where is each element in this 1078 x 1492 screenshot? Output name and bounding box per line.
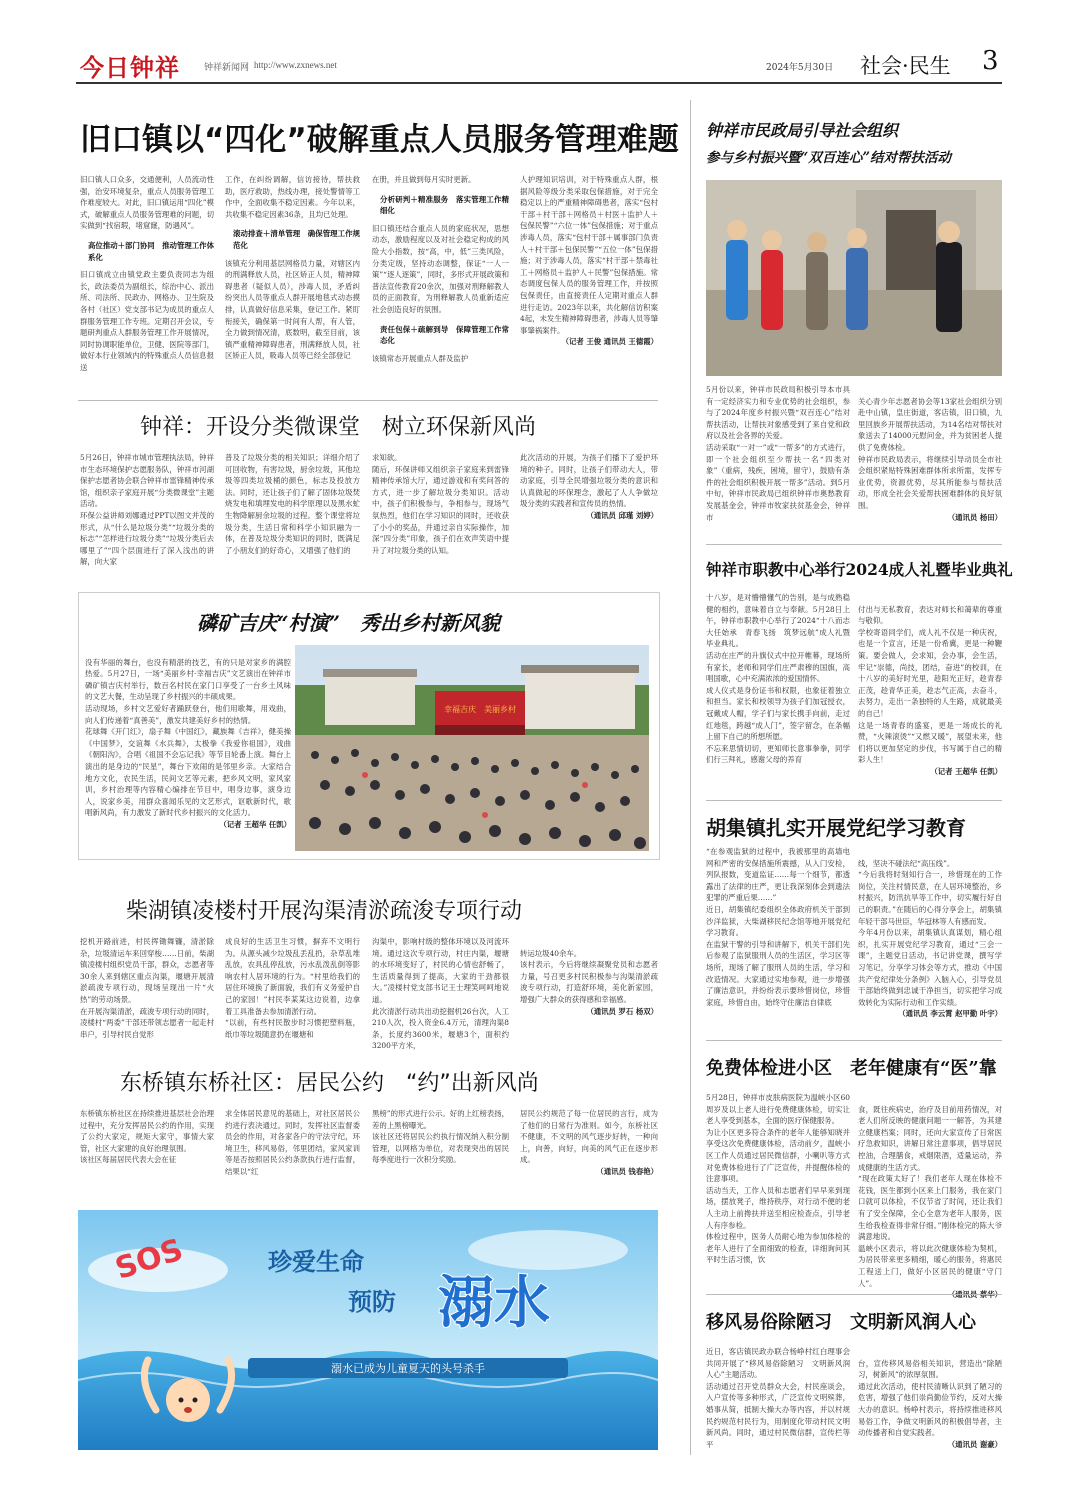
article-column: 线，坚决不碰法纪“高压线”。 “今后我将时刻知行合一，珍惜现在的工作岗位，关注村情民意，在人居环境整治，乡村振兴，防汛抗旱等工作中，切实履行好自己的职责。”在随后的心得分享会上，胡集镇年轻干部马世臣，华冠林等人有感而发。 今年4月份以来，胡集镇认真谋划，精心组织，扎实开展党纪学习教育，通过“三会一课”，主题党日活动，书记讲党课，撰写学习笔记，分享学习体会等方式，推动《中国共产党纪律处分条例》入脑入心，引导党员干部始终做到忠诚干净担当，切实把学习成效转化为实际行动和工作实绩。 （通讯员 李云霄 赵甲勤 叶宇） bbox=[858, 858, 1002, 1019]
banner-tagline: 溺水已成为儿童夏天的头号杀手 bbox=[331, 1362, 485, 1375]
article-column: 5月26日，钟祥市城市管理执法局，钟祥市生态环境保护志愿服务队，钟祥市河湖保护志愿者协会联合钟祥市雷锋精神传承馆，组织亲子家庭开展“分类微课堂”主题活动。 环保公益讲师刘娜通过PPT以图文并茂的形式，从“什么是垃圾分类”“垃圾分类的标志”“怎样进行垃圾分类”“垃圾分类后去哪里了”“四个层面进行了深入浅出的讲解，向大家 bbox=[80, 453, 214, 567]
banner-big-text: 溺水 bbox=[438, 1271, 550, 1336]
article-column: 东桥镇东桥社区在持续推进基层社会治理过程中，充分发挥居民公约的作用，实现了公约大家定，规矩大家守，事情大家管，社区大家建的良好治理氛围。 该社区每届居民代表大会在征 bbox=[80, 1109, 214, 1165]
banner-line2: 预防 bbox=[348, 1288, 396, 1316]
banner-line1: 珍爱生命 bbox=[268, 1248, 364, 1276]
page-number: 3 bbox=[982, 46, 999, 76]
divider bbox=[706, 544, 1002, 545]
issue-date: 2024年5月30日 bbox=[766, 63, 834, 73]
article-credit: （通讯员 邱瑾 刘婷） bbox=[586, 510, 658, 520]
stage-banner-text: 幸福吉庆 美丽乡村 bbox=[444, 705, 516, 714]
article-column: 5月份以来，钟祥市民政局积极引导本市具有一定经济实力和专业优势的社会组织，参与了2024年度乡村振兴暨“双百连心”结对帮扶活动，让帮扶对象感受到了来自党和政府以及社会各界的关爱。 活动采取“一对一”或“一帮多”的方式进行，即一个社会组织至少帮扶一名“四类对象”（重病，残疾，困境，留守），鼓励有条件的社会组织积极开展一帮多”活动。到5月中旬，钟祥市民政局已组织钟祥市奥愁教育发展基金会，钟祥市牧家扶贫基金会，钟祥市 bbox=[706, 385, 850, 522]
village-performance-photo bbox=[295, 645, 649, 851]
article-column: 黑榜”的形式进行公示。好的上红榜表扬，差的上黑榜曝光。 该社区还将居民公约执行情况纳入积分制管理，以网格为单位，对表现突出的居民每季度进行一次积分奖励。 bbox=[372, 1109, 509, 1165]
article-credit: （通讯员 李云霄 赵甲勤 叶宇） bbox=[898, 1009, 1002, 1019]
article-title: 钟祥：开设分类微课堂 树立环保新风尚 bbox=[140, 415, 537, 440]
article-column: “在参观监狱的过程中，我被那里的高墙电网和严密的安保措施所震撼，从入门安检，列队报数，变道监证……每一个细节，都透露出了法律的庄严，更让我深刻体会到遗法犯罪的严重后果……” 近日，胡集镇纪委组织全体政府机关干部到沙洋监狱，大柴湖移民纪念馆等地开展党纪学习教育。 在监狱干警的引导和讲解下，机关干部们先后参观了监狱服刑人员的生活区，学习区等场所，现场了解了服刑人员的生活，学习和改造情况。大家通过实地参观，进一步增强了廉洁意识，并纷纷表示要珍惜岗位，珍惜家庭，珍惜自由，始终守住廉洁自律底 bbox=[706, 847, 850, 1007]
article-column: 在册，并且做到每月实时更新。 分析研判＋精准服务 落实管理工作精细化 旧口镇还结合重点人员的家庭状况，思想动态，激励程度以及对社会稳定构成的风险大小指数，按“高，中，低”三类风险，分类定级，坚持动态调整，保证“一人一策”“逐人逐策”，同时，多形式开展政策和普法宣传教育20余次，加强对刑释解教人员的正面教育，为刑释解教人员重新适应社会创造良好的氛围。 责任包保＋疏解到导 保障管理工作常态化 该镇常态开展重点人群及监护 bbox=[372, 175, 509, 363]
section-name: 社会·民生 bbox=[860, 54, 951, 78]
article-column: 旧口镇人口众多，交通便利，人员流动性强，治安环境复杂，重点人员服务管理工作难度较大。对此，旧口镇运用“四化”模式，破解重点人员服务管理难的问题，切实做到“找宿瑕，堵窟窿，防遇风”。 高位推动＋部门协同 推动管理工作体系化 旧口镇成立由镇党政主要负责同志为组长，政法委员为副组长，综治中心、派出所、司法所、民政办、网格办、卫生院及各村（社区）党支部书记为成员的重点人群服务管理工作专班。定期召开会议，专题研判重点人群服务管理工作开展情况，同时协调职能单位，卫健、医院等部门，做好本行业领域内的特殊重点人员信息报送 bbox=[80, 175, 214, 372]
article-title-line2: 参与乡村振兴暨“双百连心”结对帮扶活动 bbox=[706, 150, 952, 166]
article-title: 磷矿吉庆“村演” 秀出乡村新风貌 bbox=[197, 611, 501, 635]
masthead bbox=[76, 44, 1002, 84]
article-column: 5月28日，钟祥市皮肤病医院为温峡小区60周岁及以上老人进行免费健康体检，切实让老人享受到基本，全面的医疗保健服务。 为让小区更多符合条件的老年人能够知晓并享受这次免费健康体检，活动前夕，温峡小区工作人员通过居民微信群，小喇叭等方式对免费体检进行了广泛宣传，并提醒体检的注意事项。 活动当天，工作人员和志愿者们早早来到现场，摆放凳子，维持秩序，对行动不便的老人主动上前搀扶并送至相应检查点，引导老人有序参检。 体检过程中，医务人员耐心地为参加体检的老年人进行了全面细致的检查，详细询问其平时生活习惯，饮 bbox=[706, 1093, 850, 1265]
article-column: 工作，在纠纷调解，信访接待，帮扶救助，医疗救助，热线办理，接处警情等工作中，全面收集不稳定因素。今年以来，共收集不稳定因素36条，且均已处理。 滚动排查＋清单管理 确保管理工作规范化 该镇充分利用基层网格员力量，对辖区内的刑满释放人员，社区矫正人员，精神障碍患者（疑似人员），涉毒人员，矛盾纠纷突出人员等重点人群开展地毯式动态摸排，认真做好信息采集，登记工作。紧盯衔接关，确保第一时间有人帮，有人管，全力做到情况清，底数明，截至目前，该镇严重精神障碍患者，刑满释放人员，社区矫正人员，吸毒人员等已经全部登记 bbox=[225, 175, 360, 361]
divider bbox=[78, 400, 658, 401]
article-column: 十八岁，是对懵懵懂气的告别，是与成熟稳健的相约，意味着自立与奉献。5月28日上午，钟祥市职教中心举行了2024“十八而志 大任始承 青春飞扬 筑梦远航”成人礼暨毕业典礼。 活动在庄严的升旗仪式中拉开帷幕，现场所有家长，老师和同学们庄严肃穆的国旗，高唱国歌，心中充满浓浓的爱国情怀。 成人仪式是身份证书和权限，也象征着独立和担当。家长和校领导为孩子们加冠授衣，冠戴成人帽，学子们与家长携手向前，走过红地毯，跨越“成人门”，签字留念，在条幅上留下自己的所想所愿。 不忘来思情切切，更知师长意事拳拳，同学们行三拜礼，感谢父母的养育 bbox=[706, 593, 850, 765]
article-column: 挖机开路前进，村民挥锄舞镰，清淤除杂，垃圾清运车来回穿梭……日前，柴湖镇凌楼村组织党员干部，群众，志愿者等30余人来到辖区重点沟渠，堰塘开展清淤疏浚专项行动，现场呈现出一片“火热”的劳动场景。 在开展沟渠清淤，疏浚专项行动的同时，凌楼村“两委”干部还带领志愿者一起走村串户，引导村民自觉形 bbox=[80, 937, 214, 1039]
article-column: 此次活动的开展，为孩子们播下了爱护环境的种子。同时，让孩子们带动大人，带动家庭，引导全民增强垃圾分类的意识和认真做起的环保理念，激起了人人争做垃圾分类的实践者和宣传员的热情。 （通讯员 邱瑾 刘婷） bbox=[520, 453, 658, 520]
article-title: 免费体检进小区 老年健康有“医”靠 bbox=[706, 1058, 997, 1079]
article-column: 普及了垃圾分类的相关知识；详细介绍了可回收物，有害垃圾，厨余垃圾，其他垃圾等四类垃圾桶的颜色，标志及投放方法。同时，还让孩子们了解了固体垃圾焚烧发电和填埋发电的科学原理以及黑水虻生物降解厨余垃圾的过程。整个课堂将垃圾分类，生活日常和科学小知识融为一体，在普及垃圾分类知识的同时，既满足了小朋友们的好奇心，又增强了他们的 bbox=[225, 453, 360, 555]
article-credit: （记者 王超华 任凯） bbox=[930, 766, 1002, 776]
article-column: 转运垃圾40余车。 该村表示，今后将继续凝聚党员和志愿者力量，号召更多村民积极参与沟渠清淤疏浚专项行动，打造舒环境，美化新家园，增强广大群众的获得感和幸福感。 （通讯员 罗石 杨双） bbox=[520, 948, 658, 1016]
divider bbox=[706, 1040, 1002, 1041]
divider bbox=[706, 800, 1002, 801]
article-column: 求全体居民意见的基础上，对社区居民公约进行表决通过。同时，发挥社区监督委员会的作用，对各家各户的守法守纪，环境卫生，移风易俗，邻里团结，家风家训等是否按照居民公约条款执行进行监督，结果以“红 bbox=[225, 1109, 360, 1176]
article-column: 台，宣传移风易俗相关知识，营造出“除陋习，树新风”的浓厚氛围。 通过此次活动，使村民清晰认识到了陋习的危害，增强了他们崇尚勤俭节约，反对大操大办的意识。杨峥村表示，将持续推进移风易俗工作，争做文明新风的积极倡导者，主动传播者和自觉实践者。 （通讯员 谢豪） bbox=[858, 1358, 1002, 1449]
site-url[interactable]: http://www.zxnews.net bbox=[254, 60, 337, 70]
home-visit-photo bbox=[706, 180, 1002, 376]
article-column: 没有华丽的舞台，也没有精湛的技艺，有的只是对家乡的满腔热爱。5月27日，一场“美丽乡村·幸福吉庆”文艺演出在钟祥市磷矿镇吉庆村举行，数百名村民在家门口享受了一台乡土风味的文艺大餐，生动呈现了乡村振兴的丰硕成果。 活动现场，乡村文艺爱好者踊跃登台，他们用歌舞，用戏曲，向人们传递着“真善美”，激发共建美好乡村的热情。 花球舞《开门红》，扇子舞《中国红》，藏族舞《吉祥》，健美操《中国梦》，交谊舞《水兵舞》，太极拳《我爱你祖国》，戏曲《朝阳沟》，合唱《祖国不会忘记我》等节目轮番上演。舞台上演出的是身边的“民星”，舞台下欢闹的是邻里乡亲。大家结合地方文化，农民生活，民间文艺等元素，把乡风文明，家风家训，乡村治理等内容精心编排在节目中，唱身边事，演身边人，说家乡美，用群众喜闻乐见的文艺形式，讴歌新时代，歌唱新风尚，有力激发了新时代乡村振兴的文化活力。 （记者 王超华 任凯） bbox=[85, 657, 291, 829]
article-column: 近日，客店镇民政办联合杨峥村红白理事会共同开展了“移风易俗除陋习 文明新风润人心”主题活动。 活动通过召开党员群众大会，村民座谈会，入户宣传等多种形式，广泛宣传文明殡葬，婚事从简，抵制大操大办等内容，并以村规民约规范村民行为，用制度化带动村民文明新风尚。同时，通过村民微信群，宣传栏等平 bbox=[706, 1347, 850, 1449]
site-name: 钟祥新闻网 bbox=[204, 63, 250, 73]
article-title: 移风易俗除陋习 文明新风润人心 bbox=[706, 1312, 976, 1333]
article-column: 人护理知识培训，对于特殊重点人群，根据风险等级分类采取包保措施，对于完全稳定以上的严重精神障碍患者，落实“包村干部＋村干部＋网格员＋村医＋监护人＋包保民警”“六位一体”包保措施；对于重点涉毒人员，落实“包村干部＋属事部门负责人＋村干部＋包保民警”“五位一体”包保措施；对于涉毒人员，落实“村干部＋禁毒社工＋网格员＋监护人＋民警”包保措施。常态调度包保人员的服务管理工作，并按照包保责任，由直接责任人定期对重点人群进行走访。2023年以来，共化解信访积案4起，未发生精神障碍患者，涉毒人员等肇事肇祸案件。 （记者 王俊 通讯员 王德霞） bbox=[520, 175, 658, 347]
article-column: 食，既往疾病史，治疗及目前用药情况，对老人们所反映的健康问题一一解答，为其建立健康档案；同时，还向大家宣传了日常医疗急救知识，讲解日常注意事项，倡导居民控油，合理膳食，戒烟限酒，适量运动，养成健康的生活方式。 “现在政策太好了！我们老年人现在体检不花钱，医生都到小区来上门服务，我在家门口就可以体检，不仅节省了时间，还让我们有了安全保障，全心全意为老年人服务，医生给我检查得非常仔细。”刚体检完的陈大爷满意地说。 温峡小区表示，将以此次健康体检为契机，为居民带来更多精细，暖心的服务，将惠民工程送上门，做好小区居民的健康“守门人”。 bbox=[858, 1092, 1002, 1284]
banner-sos: SOS bbox=[111, 1232, 188, 1287]
article-title: 钟祥市职教中心举行2024成人礼暨毕业典礼 bbox=[706, 560, 1013, 579]
article-village-show bbox=[78, 592, 660, 860]
newspaper-logo: 今日钟祥 bbox=[80, 53, 180, 82]
article-credit: （记者 王俊 通讯员 王德霞） bbox=[561, 337, 658, 347]
article-title: 柴湖镇凌楼村开展沟渠清淤疏浚专项行动 bbox=[126, 899, 523, 924]
article-column: 居民公约规范了每一位居民的言行，成为了他们的日常行为准则。如今，东桥社区不健康，不文明的风气逐步好转，一种向上，向善，向好，向美的风气正在逐步形成。 （通讯员 钱春艳） bbox=[520, 1109, 658, 1176]
divider bbox=[706, 1294, 1002, 1295]
article-title: 东桥镇东桥社区：居民公约 “约”出新风尚 bbox=[120, 1071, 539, 1096]
article-column: 求知欲。 随后，环保讲师又组织亲子家庭来到雷锋精神传承馆大厅，通过游戏和有奖问答的方式，进一步了解垃圾分类知识。活动中，孩子们积极参与，争相参与，现场气氛热烈，他们在学习知识的同时，还收获了小小的奖品，并通过亲自实际操作，加深“四分类”印象，孩子们在欢声笑语中提升了对垃圾分类的认知。 bbox=[372, 453, 509, 555]
column-divider bbox=[690, 100, 691, 1455]
drowning-prevention-banner bbox=[78, 1210, 658, 1450]
article-title: 胡集镇扎实开展党纪学习教育 bbox=[706, 816, 966, 840]
article-credit: （通讯员 罗石 杨双） bbox=[586, 1006, 658, 1016]
article-title: 旧口镇以“四化”破解重点人员服务管理难题 bbox=[80, 122, 679, 158]
article-credit: （记者 王超华 任凯） bbox=[219, 819, 291, 829]
article-column: 成良好的生活卫生习惯，摒弃不文明行为。从源头减少垃圾乱丢乱扔，杂草乱堆乱放，农具乱停乱放，污水乱泼乱倒等影响农村人居环境的行为。“村里给我们的居住环境换了新面貌，我们有义务爱护自己的家园！”村民李某某这边说着，边拿着工具准备去参加清淤行动。 “以前，有些村民散步时习惯把塑料瓶，纸巾等垃圾随意扔在堰塘和 bbox=[225, 937, 360, 1039]
article-credit: （通讯员 杨田） bbox=[947, 512, 1002, 522]
article-column: 关心青少年志愿者协会等13家社会组织分别赴中山镇，皇庄街道，客店镇，旧口镇，九里回族乡开展帮扶活动，为14名结对帮扶对象送去了14000元慰问金，并为贫困老人提供了免费体检。 钟祥市民政局表示，将继续引导动员全市社会组织紧贴特殊困难群体所求所需，发挥专业优势，资源优势，尽其所能参与帮扶活动，形成全社会关爱帮扶困难群体的良好氛围。 （通讯员 杨田） bbox=[858, 396, 1002, 522]
article-column: 付出与无私教育，表达对师长和蔼辈的尊重与敬仰。 学校寄语同学们，成人礼不仅是一种庆祝，也是一个宣言，还是一份希冀，更是一种鞭策。要会做人，会求知，会办事，会生活，牢记“崇德，尚技，团结，奋进”的校训，在十八岁的美好时光里，趁阳光正好，趁青春正茂，趁青华正美，趁志气正高，去奋斗，去努力，走出一条独特的人生路，成就最美的自己！ 这是一场青春的盛宴，更是一场成长的礼赞，“火辣滚烫”“又燃又暖”，展望未来，他们将以更加坚定的步伐，书写属于自己的精彩人生！ （记者 王超华 任凯） bbox=[858, 604, 1002, 776]
article-column: 沟渠中，影响村级的整体环境以及河流环境。通过这次专项行动，村庄内渠，堰塘的水环境变好了，村民的心情也舒畅了，生活质量得到了提高，大家的干劲都很大。”凌楼村党支部书记王士理笑呵呵地说道。 此次清淤行动共出动挖掘机26台次，人工210人次，投入资金6.4万元，清理沟渠8条，长度约3600米，堰塘3个，面积约3200平方米， bbox=[372, 937, 509, 1051]
article-credit: （通讯员 谢豪） bbox=[947, 1439, 1002, 1449]
article-credit: （通讯员 钱春艳） bbox=[596, 1166, 658, 1176]
article-title-line1: 钟祥市民政局引导社会组织 bbox=[706, 121, 899, 140]
